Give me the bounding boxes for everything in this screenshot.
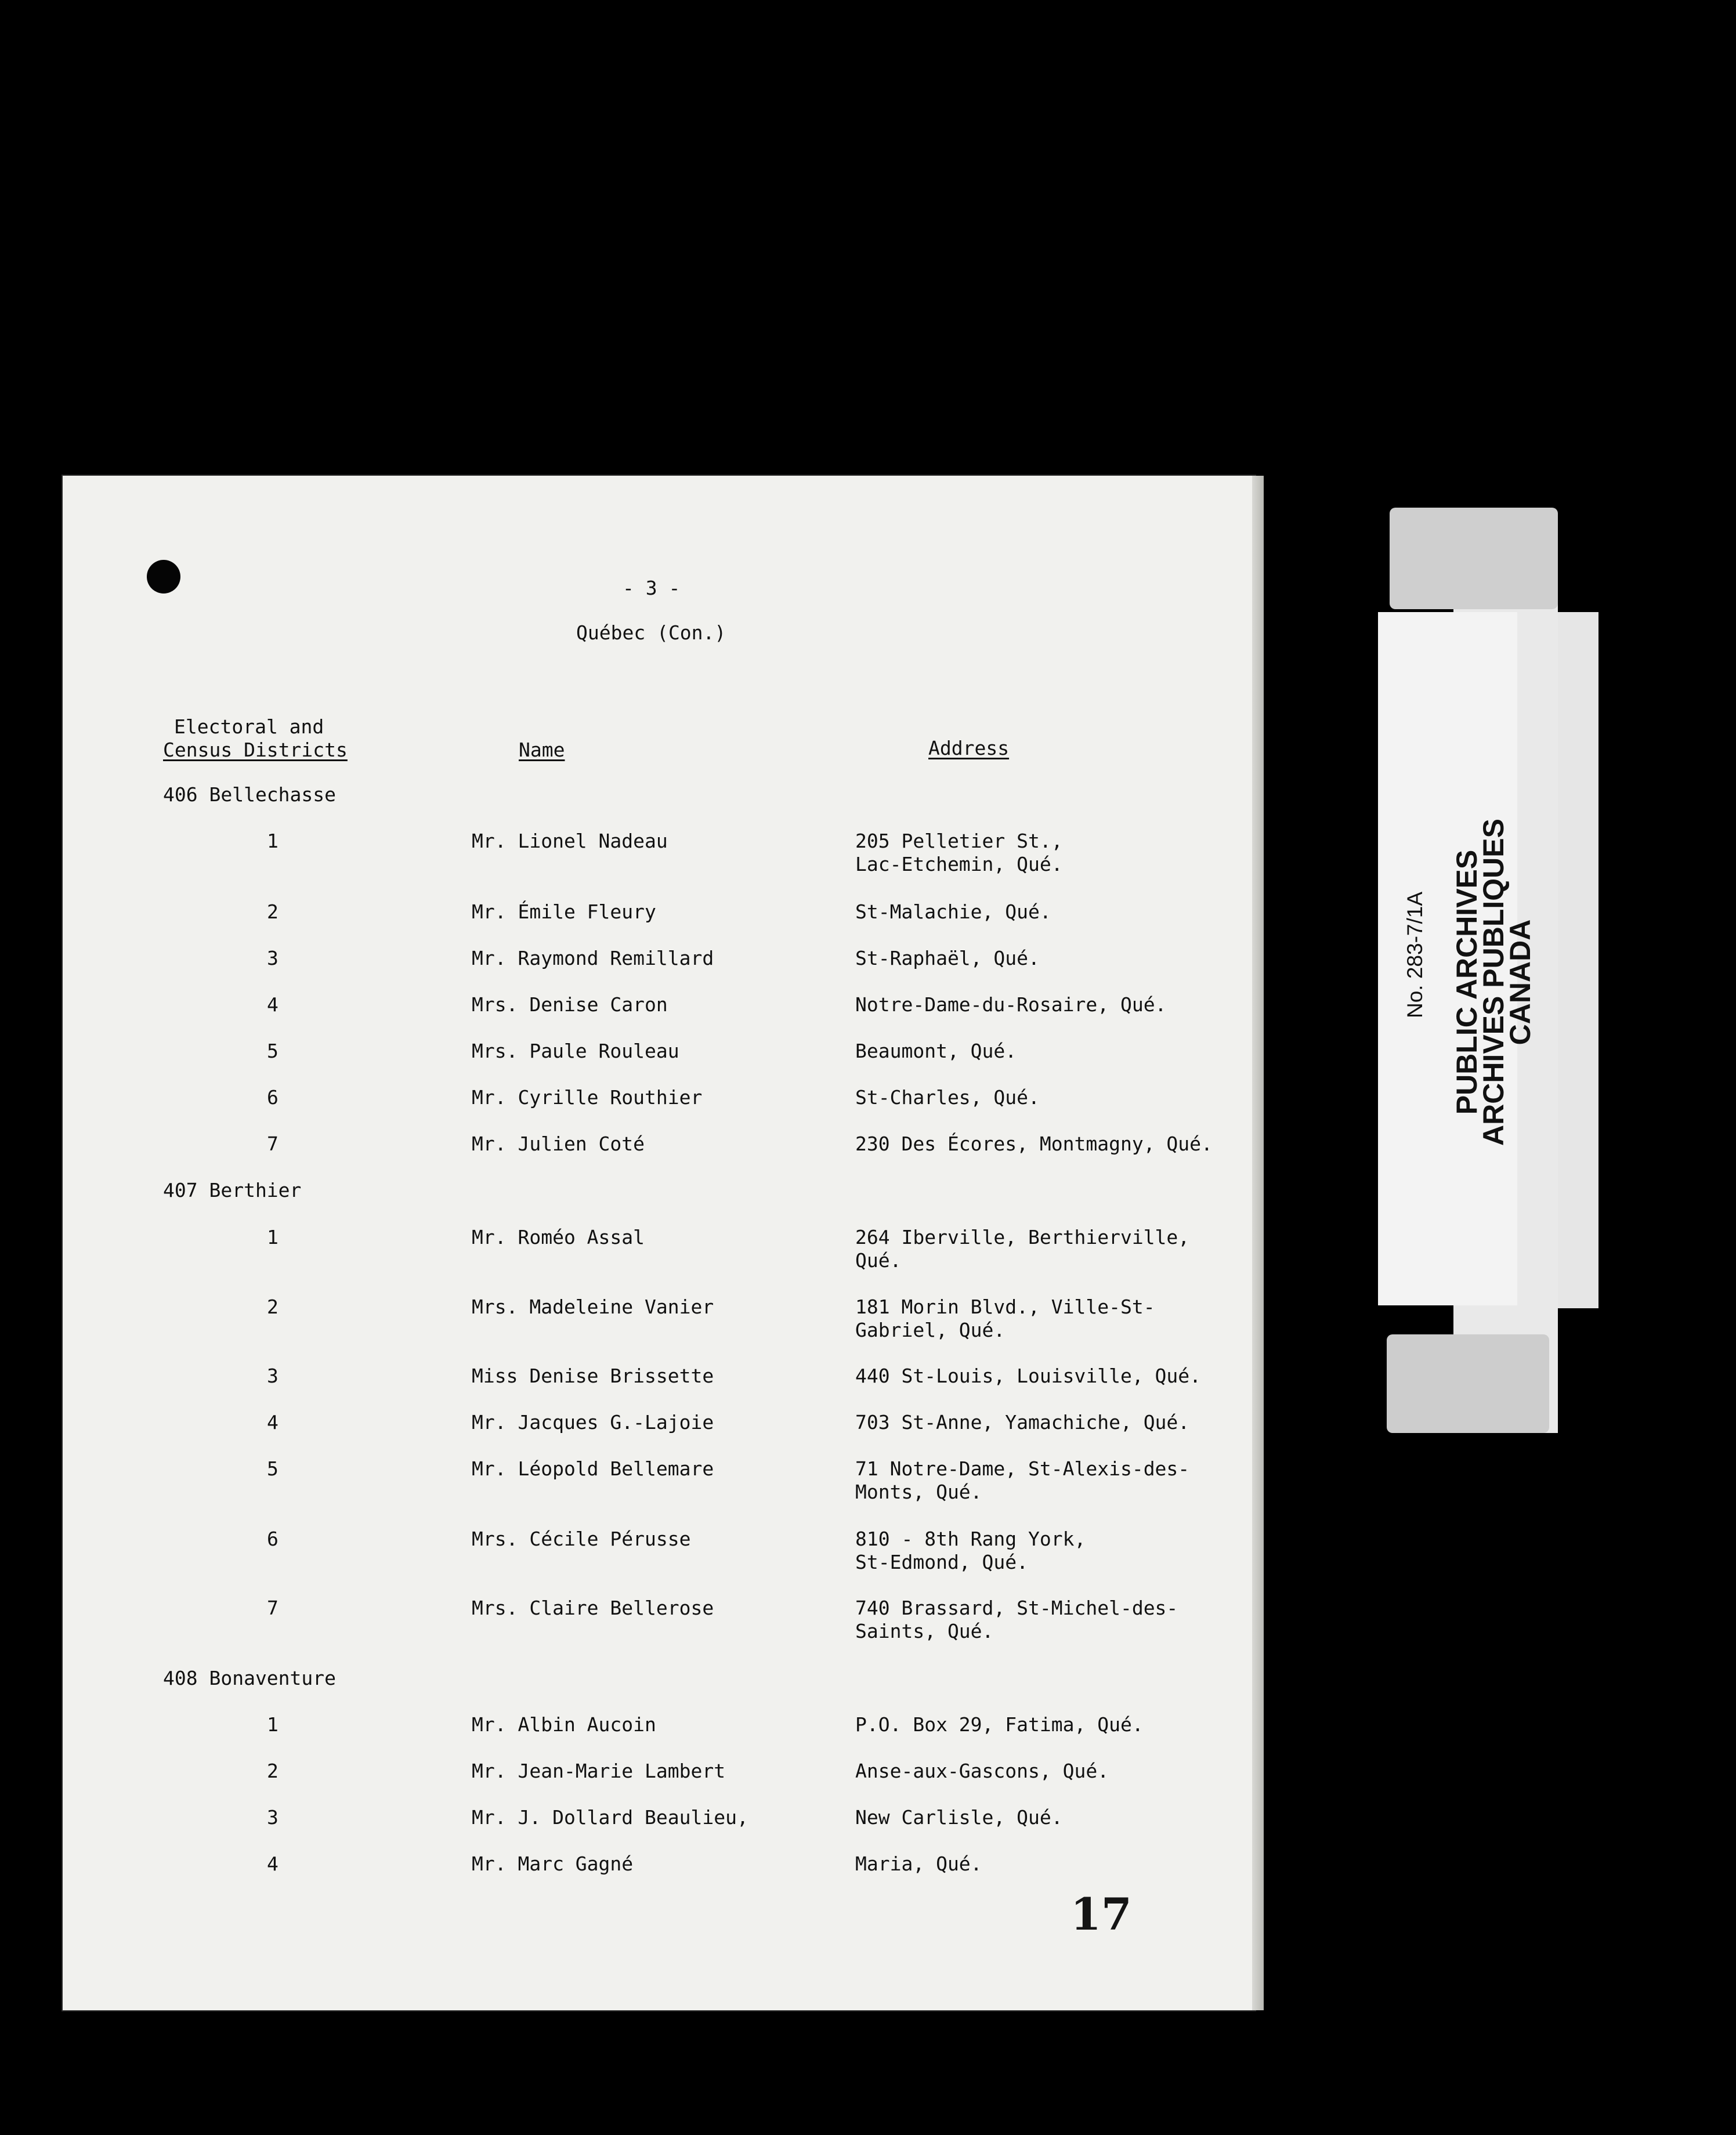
entry-name: Mrs. Claire Bellerose	[472, 1597, 714, 1619]
entry-number: 6	[267, 1086, 279, 1109]
entry-address: 740 Brassard, St-Michel-des-	[855, 1597, 1178, 1619]
header-districts-line1: Electoral and	[174, 715, 324, 738]
entry-number: 6	[267, 1528, 279, 1550]
archive-tag-top-clip	[1390, 508, 1558, 609]
entry-address: 230 Des Écores, Montmagny, Qué.	[855, 1132, 1213, 1155]
entry-address: Qué.	[855, 1249, 902, 1272]
header-address: Address	[928, 737, 1010, 759]
entry-number: 3	[267, 947, 279, 969]
province-heading: Québec (Con.)	[576, 621, 726, 644]
entry-address: 810 - 8th Rang York,	[855, 1528, 1086, 1550]
entry-number: 5	[267, 1457, 279, 1480]
entry-name: Mr. Cyrille Routhier	[472, 1086, 703, 1109]
entry-number: 1	[267, 1226, 279, 1249]
entry-address: 205 Pelletier St.,	[855, 830, 1063, 852]
entry-address: 71 Notre-Dame, St-Alexis-des-	[855, 1457, 1190, 1480]
entry-number: 2	[267, 1296, 279, 1318]
entry-address: Anse-aux-Gascons, Qué.	[855, 1760, 1109, 1782]
entry-address: Saints, Qué.	[855, 1620, 994, 1642]
entry-address: Monts, Qué.	[855, 1481, 982, 1503]
entry-address: Maria, Qué.	[855, 1852, 982, 1875]
entry-name: Mrs. Paule Rouleau	[472, 1040, 679, 1062]
entry-address: Notre-Dame-du-Rosaire, Qué.	[855, 993, 1167, 1016]
entry-address: P.O. Box 29, Fatima, Qué.	[855, 1713, 1144, 1736]
entry-address: Lac-Etchemin, Qué.	[855, 853, 1063, 875]
entry-address: New Carlisle, Qué.	[855, 1806, 1063, 1829]
entry-name: Mr. Lionel Nadeau	[472, 830, 668, 852]
entry-address: 703 St-Anne, Yamachiche, Qué.	[855, 1411, 1190, 1434]
entry-address: St-Raphaël, Qué.	[855, 947, 1040, 969]
entry-address: St-Edmond, Qué.	[855, 1551, 1029, 1573]
entry-number: 1	[267, 830, 279, 852]
entry-name: Mr. Julien Coté	[472, 1132, 645, 1155]
entry-address: Beaumont, Qué.	[855, 1040, 1017, 1062]
page-number: - 3 -	[623, 577, 681, 599]
entry-number: 4	[267, 993, 279, 1016]
entry-number: 1	[267, 1713, 279, 1736]
entry-number: 4	[267, 1852, 279, 1875]
entry-number: 4	[267, 1411, 279, 1434]
district-title: 408 Bonaventure	[163, 1667, 337, 1689]
entry-address: St-Charles, Qué.	[855, 1086, 1040, 1109]
entry-number: 7	[267, 1132, 279, 1155]
punch-hole	[147, 560, 180, 594]
entry-number: 2	[267, 1760, 279, 1782]
entry-name: Mr. Jean-Marie Lambert	[472, 1760, 726, 1782]
entry-address: Gabriel, Qué.	[855, 1319, 1006, 1341]
entry-name: Mr. Jacques G.-Lajoie	[472, 1411, 714, 1434]
entry-name: Mr. Marc Gagné	[472, 1852, 634, 1875]
entry-name: Mr. Raymond Remillard	[472, 947, 714, 969]
entry-name: Mrs. Madeleine Vanier	[472, 1296, 714, 1318]
header-name: Name	[519, 739, 565, 761]
page-edge	[1252, 476, 1264, 2010]
entry-address: 440 St-Louis, Louisville, Qué.	[855, 1365, 1202, 1387]
entry-name: Miss Denise Brissette	[472, 1365, 714, 1387]
entry-address: St-Malachie, Qué.	[855, 900, 1051, 923]
entry-name: Mrs. Cécile Pérusse	[472, 1528, 691, 1550]
entry-name: Mr. J. Dollard Beaulieu,	[472, 1806, 748, 1829]
folio-number: 17	[1070, 1888, 1132, 1940]
archive-tag-side	[1558, 612, 1598, 1308]
entry-number: 3	[267, 1806, 279, 1829]
archive-tag-bottom-clip	[1387, 1334, 1549, 1433]
entry-name: Mr. Albin Aucoin	[472, 1713, 656, 1736]
entry-name: Mr. Émile Fleury	[472, 900, 656, 923]
archive-tag-number: No. 283-7/1A	[1403, 891, 1427, 1018]
entry-name: Mr. Léopold Bellemare	[472, 1457, 714, 1480]
archive-label-line3: CANADA	[1504, 919, 1536, 1045]
entry-address: 181 Morin Blvd., Ville-St-	[855, 1296, 1155, 1318]
archive-label-line1: PUBLIC ARCHIVES	[1451, 849, 1483, 1115]
district-title: 406 Bellechasse	[163, 783, 337, 806]
archive-tag-label	[1453, 819, 1534, 1146]
entry-number: 5	[267, 1040, 279, 1062]
entry-name: Mrs. Denise Caron	[472, 993, 668, 1016]
district-title: 407 Berthier	[163, 1179, 302, 1202]
entry-number: 2	[267, 900, 279, 923]
entry-number: 7	[267, 1597, 279, 1619]
entry-address: 264 Iberville, Berthierville,	[855, 1226, 1190, 1249]
header-districts-line2: Census Districts	[163, 739, 348, 761]
entry-name: Mr. Roméo Assal	[472, 1226, 645, 1249]
archive-label-line2: ARCHIVES PUBLIQUES	[1477, 819, 1510, 1146]
entry-number: 3	[267, 1365, 279, 1387]
